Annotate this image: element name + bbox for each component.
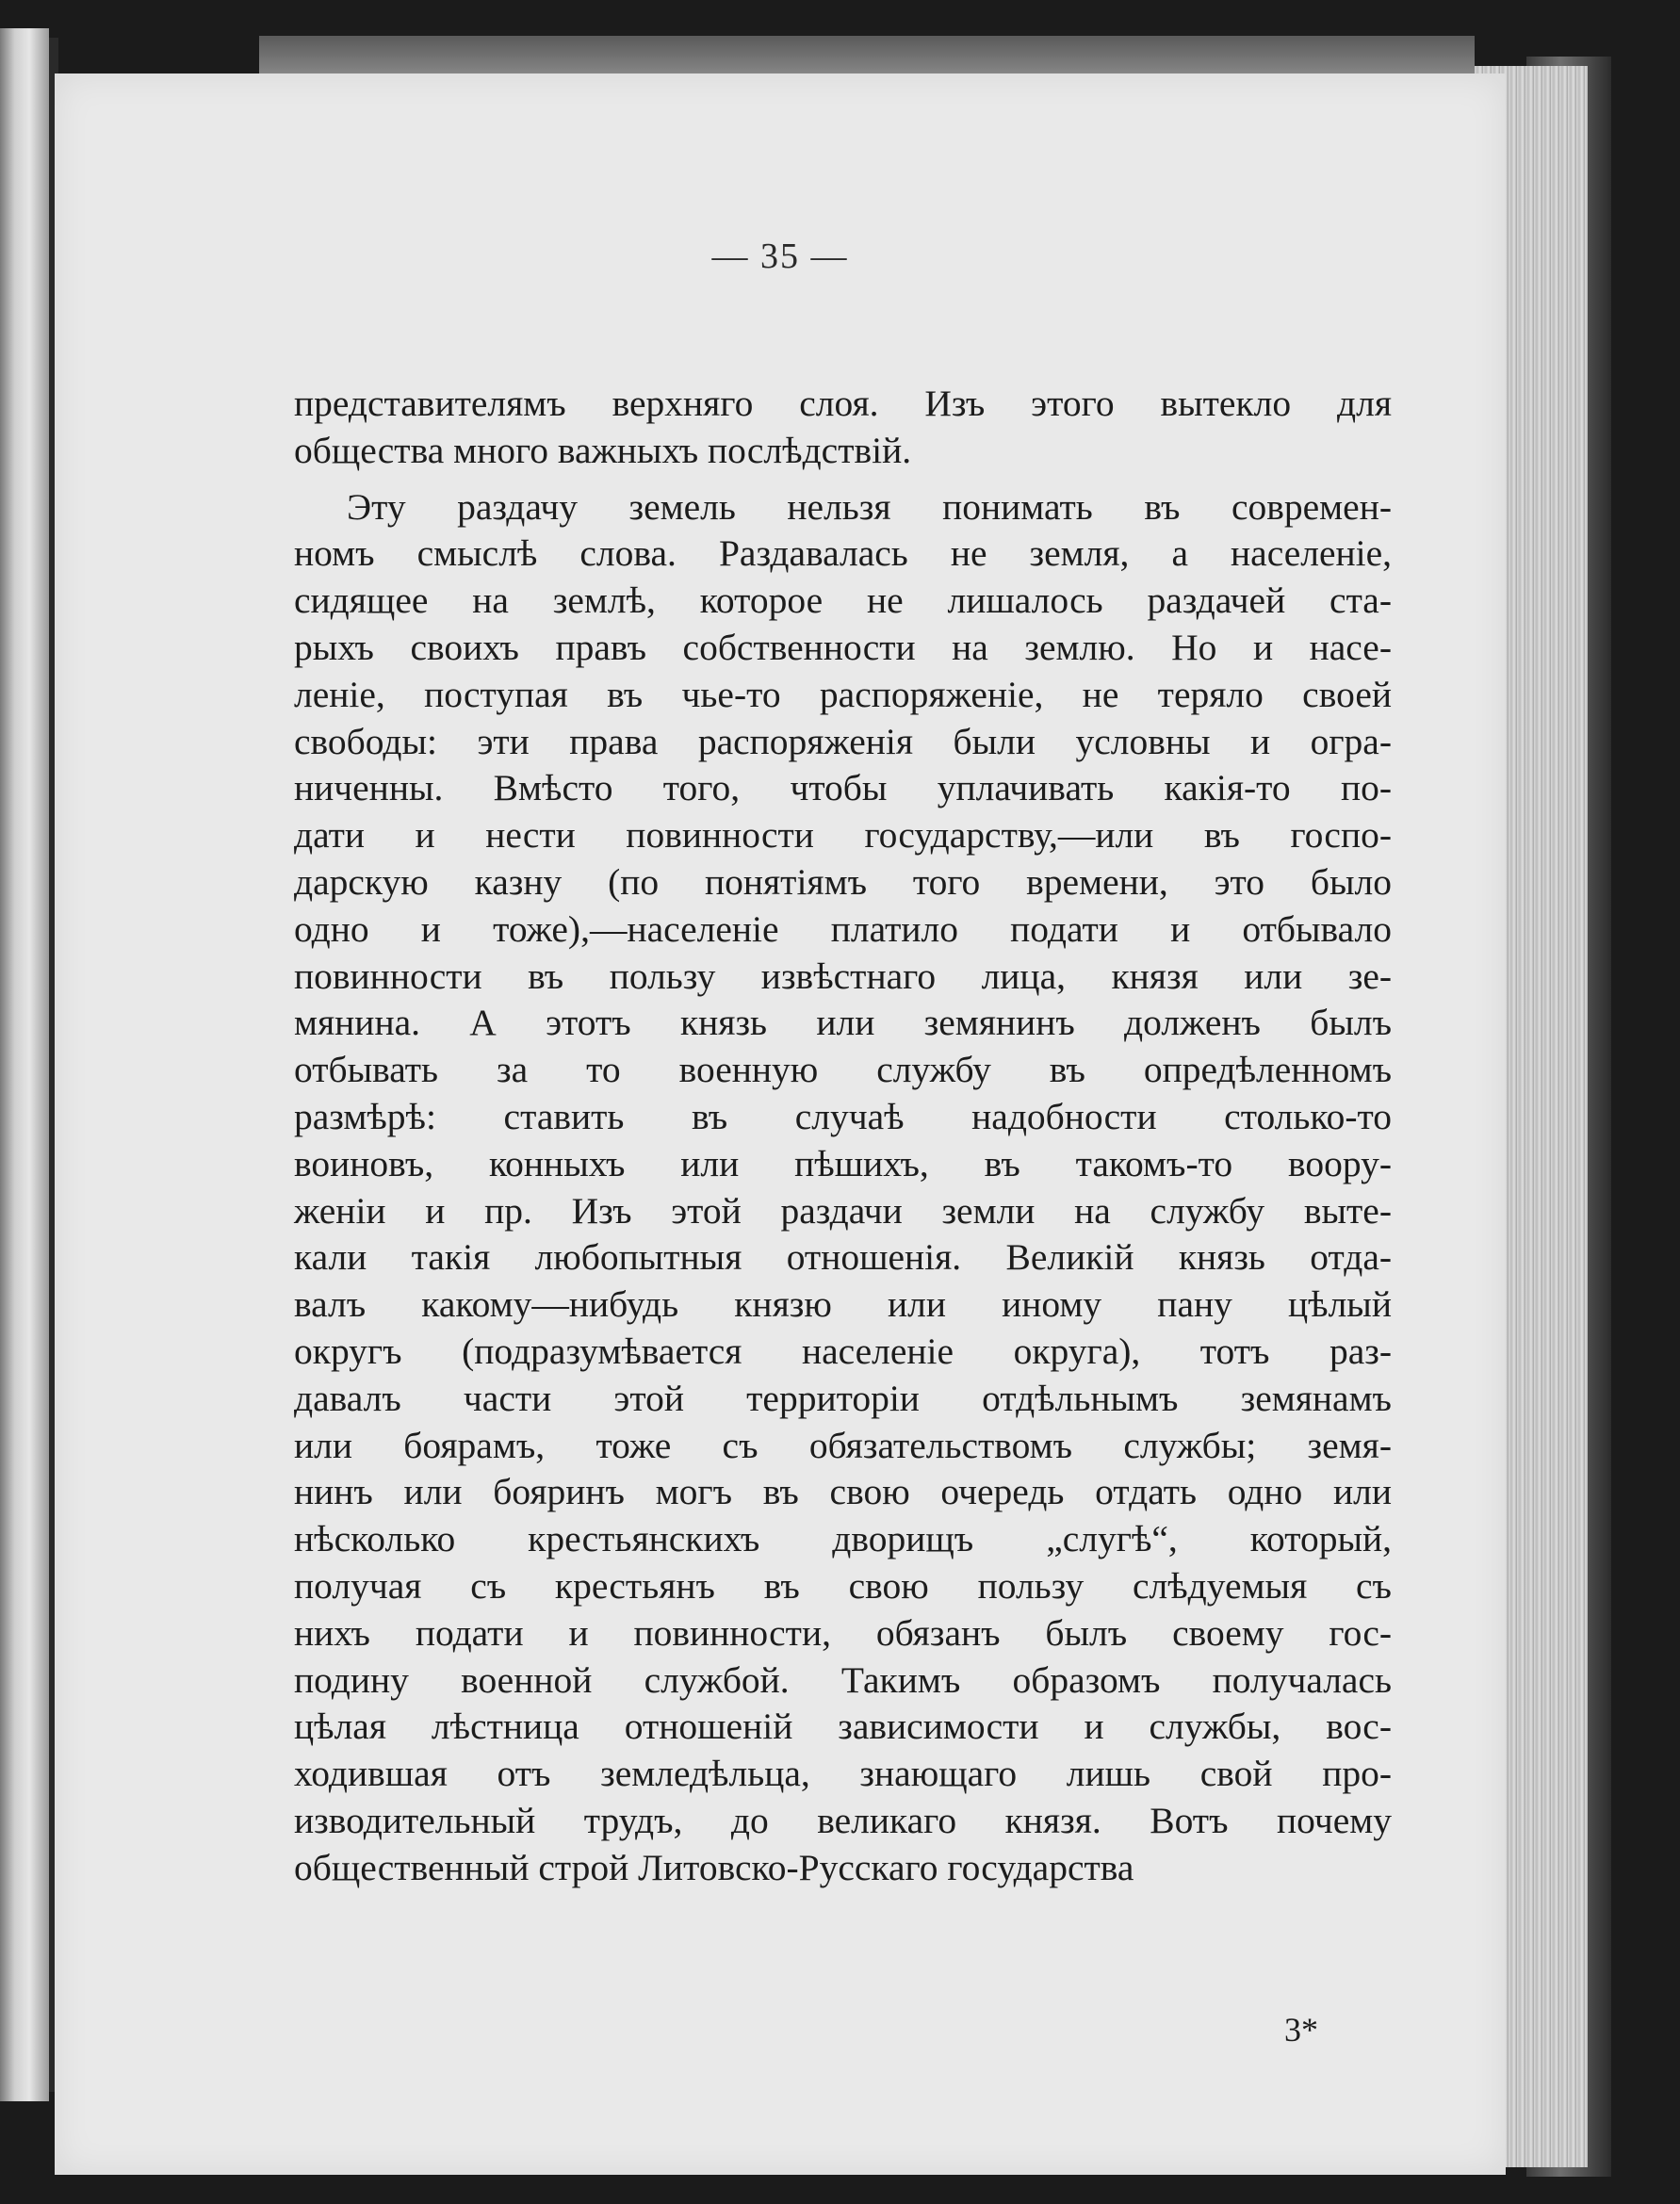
text-line: одно и тоже),—населеніе платило подати и отбывало: [294, 907, 1392, 950]
text-line: кали такія любопытныя отношенія. Великій князь отда-: [294, 1236, 1392, 1279]
book-left-edge: [0, 28, 49, 2101]
text-line: женіи и пр. Изъ этой раздачи земли на службу выте-: [294, 1189, 1392, 1232]
text-line: мянина. А этотъ князь или земянинъ долженъ былъ: [294, 1002, 1392, 1044]
text-line: или боярамъ, тоже съ обязательствомъ службы; земя-: [294, 1424, 1392, 1466]
text-line: воиновъ, конныхъ или пѣшихъ, въ такомъ-то воору-: [294, 1142, 1392, 1184]
text-line: валъ какому—нибудь князю или иному пану цѣлый: [294, 1283, 1392, 1326]
text-line: отбывать за то военную службу въ опредѣленномъ: [294, 1049, 1392, 1091]
text-line: нихъ подати и повинности, обязанъ былъ своему гос-: [294, 1611, 1392, 1654]
text-line: ниченны. Вмѣсто того, чтобы уплачивать какія-то по-: [294, 767, 1392, 809]
text-line: номъ смыслѣ слова. Раздавалась не земля, а населеніе,: [294, 532, 1392, 575]
signature-mark: 3*: [1284, 2011, 1318, 2049]
text-line: цѣлая лѣстница отношеній зависимости и службы, вос-: [294, 1706, 1392, 1748]
text-line: нинъ или бояринъ могъ въ свою очередь отдать одно или: [294, 1471, 1392, 1513]
text-line: дарскую казну (по понятіямъ того времени, это было: [294, 860, 1392, 903]
text-line: свободы: эти права распоряженія были условны и огра-: [294, 720, 1392, 762]
text-line: леніе, поступая въ чье-то распоряженіе, не теряло своей: [294, 673, 1392, 715]
text-line: округъ (подразумѣвается населеніе округа), тотъ раз-: [294, 1330, 1392, 1372]
text-line: дати и нести повинности государству,—или въ госпо-: [294, 814, 1392, 857]
text-line: ходившая отъ земледѣльца, знающаго лишь свой про-: [294, 1753, 1392, 1795]
text-line: Эту раздачу земель нельзя понимать въ современ-: [347, 485, 1392, 528]
text-line: повинности въ пользу извѣстнаго лица, князя или зе-: [294, 955, 1392, 997]
text-line: получая съ крестьянъ въ свою пользу слѣдуемыя съ: [294, 1564, 1392, 1607]
book-page: [55, 73, 1506, 2175]
text-line: изводительный трудъ, до великаго князя. Вотъ почему: [294, 1799, 1392, 1841]
text-line: общества много важныхъ послѣдствій.: [294, 429, 912, 471]
page-number: — 35 —: [711, 237, 849, 276]
text-line: рыхъ своихъ правъ собственности на землю. Но и насе-: [294, 626, 1392, 668]
body-text: [294, 381, 1392, 1892]
text-line: общественный строй Литовско-Русскаго государства: [294, 1846, 1134, 1888]
text-line: подину военной службой. Такимъ образомъ получалась: [294, 1658, 1392, 1701]
text-line: нѣсколько крестьянскихъ дворищъ „слугѣ“, который,: [294, 1518, 1392, 1560]
text-line: давалъ части этой территоріи отдѣльнымъ земянамъ: [294, 1377, 1392, 1419]
text-line: представителямъ верхняго слоя. Изъ этого вытекло для: [294, 383, 1392, 424]
text-line: размѣрѣ: ставить въ случаѣ надобности столько-то: [294, 1095, 1392, 1137]
text-line: сидящее на землѣ, которое не лишалось раздачей ста-: [294, 580, 1392, 622]
